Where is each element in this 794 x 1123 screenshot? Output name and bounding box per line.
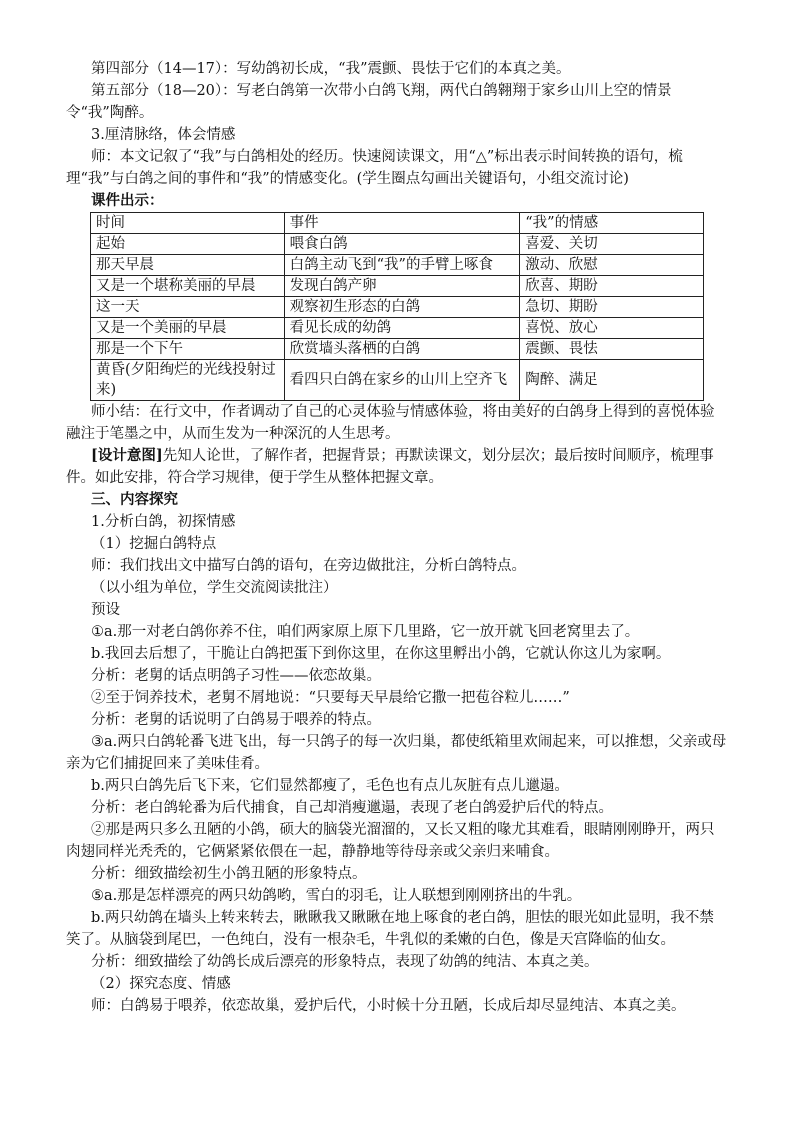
analysis-text: 分析：细致描绘了幼鸽长成后漂亮的形象特点，表现了幼鸽的纯洁、本真之美。 — [91, 954, 599, 970]
events-table — [90, 212, 704, 401]
section-title: 三、内容探究 — [91, 491, 178, 508]
cell-emotion: 喜悦、放心 — [520, 318, 704, 339]
cell-time: 这一天 — [91, 297, 285, 318]
part-four: 第四部分（14—17）：写幼鸽初长成，“我”震颤、畏怯于它们的本真之美。 — [91, 61, 571, 77]
header-event: 事件 — [284, 213, 520, 234]
cell-time: 那是一个下午 — [91, 339, 285, 360]
step3-title: 3.厘清脉络，体会情感 — [91, 127, 236, 143]
cell-emotion: 激动、欣慰 — [520, 255, 704, 276]
cell-event: 欣赏墙头落栖的白鸽 — [284, 339, 520, 360]
analysis-text: 分析：老白鸽轮番为后代捕食，自己却消瘦邋遢，表现了老白鸽爱护后代的特点。 — [91, 800, 613, 816]
subsection-title: 1.分析白鸽，初探情感 — [91, 514, 236, 530]
teacher-summary: 师小结：在行文中，作者调动了自己的心灵体验与情感体验，将由美好的白鸽身上得到的喜悦体验融注于笔墨之中，从而生发为一种深沉的人生思考。 — [66, 404, 715, 442]
table-header-row — [91, 213, 704, 234]
table-row — [91, 360, 704, 401]
analysis-text: 分析：细致描绘初生小鸽丑陋的形象特点。 — [91, 866, 367, 882]
table-row — [91, 234, 704, 255]
cell-event: 观察初生形态的白鸽 — [284, 297, 520, 318]
analysis-text: 分析：老舅的话说明了白鸽易于喂养的特点。 — [91, 712, 381, 728]
header-emotion: “我”的情感 — [520, 213, 704, 234]
group-note: （以小组为单位，学生交流阅读批注） — [91, 580, 338, 596]
cell-emotion: 急切、期盼 — [520, 297, 704, 318]
cell-event: 看四只白鸽在家乡的山川上空齐飞 — [284, 360, 520, 401]
design-intent — [66, 445, 728, 489]
teacher-instruction: 师：我们找出文中描写白鸽的语句，在旁边做批注，分析白鸽特点。 — [91, 558, 526, 574]
cell-event: 白鸽主动飞到“我”的手臂上啄食 — [284, 255, 520, 276]
cell-time: 起始 — [91, 234, 285, 255]
list-item: ③a.两只白鸽轮番飞进飞出，每一只鸽子的每一次归巢，都使纸箱里欢闹起来，可以推想，父亲或母亲为它们捕捉回来了美味佳肴。 — [66, 734, 727, 772]
list-item: ②那是两只多么丑陋的小鸽，硕大的脑袋光溜溜的，又长又粗的喙尤其难看，眼睛刚刚睁开，两只肉翅同样光秃秃的，它俩紧紧依偎在一起，静静地等待母亲或父亲归来哺食。 — [66, 822, 715, 860]
cell-emotion: 震颤、畏怯 — [520, 339, 704, 360]
cell-event: 看见长成的幼鸽 — [284, 318, 520, 339]
cell-emotion: 欣喜、期盼 — [520, 276, 704, 297]
list-item: ①a.那一对老白鸽你养不住，咱们两家原上原下几里路，它一放开就飞回老窝里去了。 — [91, 624, 640, 640]
courseware-label: 课件出示： — [91, 192, 164, 209]
teacher-instruction: 师：本文记叙了“我”与白鸽相处的经历。快速阅读课文，用“△”标出表示时间转换的语句，梳理“我”与白鸽之间的事件和“我”的情感变化。(学生圈点勾画出关键语句，小组交流讨论) — [66, 149, 683, 187]
table-row — [91, 255, 704, 276]
cell-time: 又是一个美丽的早晨 — [91, 318, 285, 339]
cell-emotion: 喜爱、关切 — [520, 234, 704, 255]
list-item: b.两只白鸽先后飞下来，它们显然都瘦了，毛色也有点儿灰脏有点儿邋遢。 — [91, 778, 569, 794]
document-body — [66, 58, 728, 1017]
teacher-instruction: 师：白鸽易于喂养，依恋故巢，爱护后代，小时候十分丑陋，长成后却尽显纯洁、本真之美。 — [91, 998, 686, 1014]
list-item: b.我回去后想了，干脆让白鸽把蛋下到你这里，在你这里孵出小鸽，它就认你这儿为家啊。 — [91, 646, 671, 662]
cell-time: 黄昏(夕阳绚烂的光线投射过来) — [91, 360, 285, 401]
cell-event: 喂食白鸽 — [284, 234, 520, 255]
list-item: b.两只幼鸽在墙头上转来转去，瞅瞅我又瞅瞅在地上啄食的老白鸽，胆怯的眼光如此显明，我不禁笑了。从脑袋到尾巴，一色纯白，没有一根杂毛，牛乳似的柔嫩的白色，像是天宫降临的仙女。 — [66, 910, 714, 948]
part-five: 第五部分（18—20）：写老白鸽第一次带小白鸽飞翔，两代白鸽翱翔于家乡山川上空的情景令“我”陶醉。 — [66, 83, 672, 121]
cell-time: 又是一个堪称美丽的早晨 — [91, 276, 285, 297]
cell-emotion: 陶醉、满足 — [520, 360, 704, 401]
list-item: ②至于饲养技术，老舅不屑地说：“只要每天早晨给它撒一把苞谷粒儿……” — [91, 690, 570, 706]
list-item: ⑤a.那是怎样漂亮的两只幼鸽哟，雪白的羽毛，让人联想到刚刚挤出的牛乳。 — [91, 888, 582, 904]
analysis-text: 分析：老舅的话点明鸽子习性——依恋故巢。 — [91, 668, 381, 684]
subsection-title: （2）探究态度、情感 — [91, 976, 231, 992]
header-time: 时间 — [91, 213, 285, 234]
design-text: 先知人论世，了解作者，把握背景；再默读课文，划分层次；最后按时间顺序，梳理事件。如此安排，符合学习规律，便于学生从整体把握文章。 — [66, 448, 714, 486]
subsection-title: （1）挖掘白鸽特点 — [91, 536, 217, 552]
cell-event: 发现白鸽产卵 — [284, 276, 520, 297]
design-label: [设计意图] — [91, 447, 163, 464]
preset-label: 预设 — [91, 602, 120, 618]
cell-time: 那天早晨 — [91, 255, 285, 276]
table-row — [91, 297, 704, 318]
table-row — [91, 318, 704, 339]
table-row — [91, 276, 704, 297]
table-row — [91, 339, 704, 360]
